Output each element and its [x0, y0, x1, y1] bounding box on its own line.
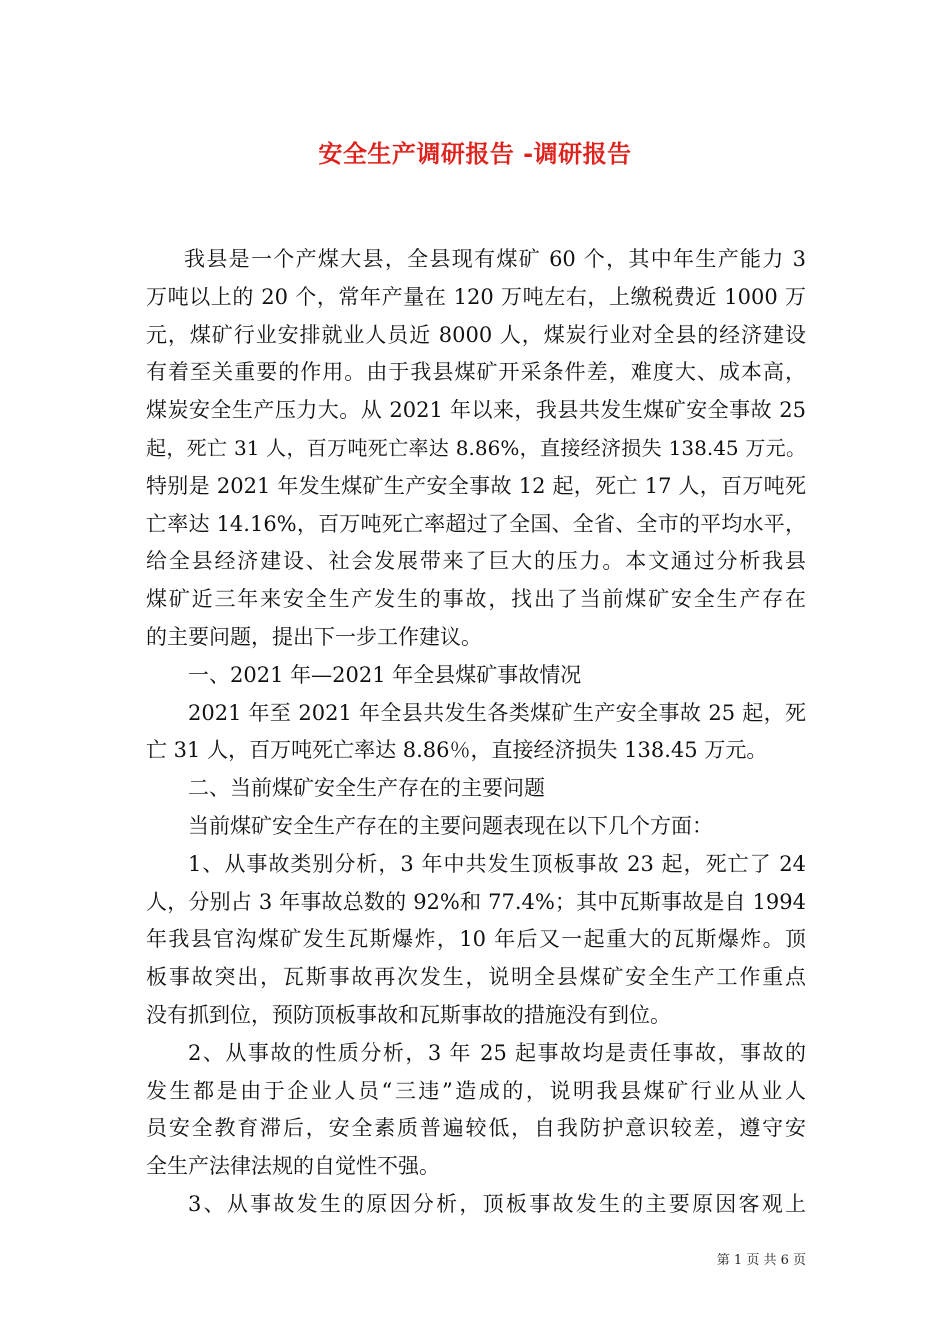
section-heading: 二、当前煤矿安全生产存在的主要问题 [188, 776, 545, 801]
paragraph-line: 板事故突出，瓦斯事故再次发生，说明全县煤矿安全生产工作重点 [146, 965, 806, 990]
paragraph-line: 2、从事故的性质分析，3 年 25 起事故均是责任事故，事故的 [188, 1040, 806, 1065]
paragraph-line: 2021 年至 2021 年全县共发生各类煤矿生产安全事故 25 起，死 [188, 700, 806, 725]
paragraph-line: 给全县经济建设、社会发展带来了巨大的压力。本文通过分析我县 [146, 549, 806, 574]
paragraph-line: 亡 31 人，百万吨死亡率达 8.86％，直接经济损失 138.45 万元。 [146, 738, 768, 763]
paragraph-line: 没有抓到位，预防顶板事故和瓦斯事故的措施没有到位。 [146, 1002, 671, 1027]
paragraph-line: 煤炭安全生产压力大。从 2021 年以来，我县共发生煤矿安全事故 25 [146, 398, 806, 423]
section-heading: 一、2021 年—2021 年全县煤矿事故情况 [188, 662, 582, 687]
paragraph-line: 3、从事故发生的原因分析，顶板事故发生的主要原因客观上 [188, 1191, 806, 1216]
document-body [146, 241, 806, 1224]
document-title: 安全生产调研报告 -调研报告 [318, 140, 632, 168]
paragraph-line: 有着至关重要的作用。由于我县煤矿开采条件差，难度大、成本高， [146, 360, 806, 385]
paragraph-line: 元，煤矿行业安排就业人员近 8000 人，煤炭行业对全县的经济建设 [146, 322, 806, 347]
paragraph-line: 当前煤矿安全生产存在的主要问题表现在以下几个方面： [188, 813, 713, 838]
paragraph-line: 发生都是由于企业人员“三违”造成的，说明我县煤矿行业从业人 [146, 1078, 806, 1103]
paragraph-line: 年我县官沟煤矿发生瓦斯爆炸，10 年后又一起重大的瓦斯爆炸。顶 [146, 927, 806, 952]
paragraph-line: 的主要问题，提出下一步工作建议。 [146, 624, 482, 649]
paragraph-line: 全生产法律法规的自觉性不强。 [146, 1154, 440, 1179]
page-number-footer: 第 1 页 共 6 页 [716, 1253, 806, 1268]
paragraph-line: 1、从事故类别分析，3 年中共发生顶板事故 23 起，死亡了 24 [188, 851, 806, 876]
paragraph-line: 人，分别占 3 年事故总数的 92%和 77.4%；其中瓦斯事故是自 1994 [146, 889, 806, 914]
paragraph-line: 特别是 2021 年发生煤矿生产安全事故 12 起，死亡 17 人，百万吨死 [146, 473, 806, 498]
paragraph-line: 起，死亡 31 人，百万吨死亡率达 8.86%，直接经济损失 138.45 万元。 [146, 435, 806, 460]
paragraph-line: 万吨以上的 20 个，常年产量在 120 万吨左右，上缴税费近 1000 万 [146, 284, 806, 309]
paragraph-line: 我县是一个产煤大县，全县现有煤矿 60 个，其中年生产能力 3 [184, 247, 806, 271]
paragraph-line: 员安全教育滞后，安全素质普遍较低，自我防护意识较差，遵守安 [146, 1116, 806, 1141]
paragraph-line: 煤矿近三年来安全生产发生的事故，找出了当前煤矿安全生产存在 [146, 587, 806, 612]
paragraph-line: 亡率达 14.16%，百万吨死亡率超过了全国、全省、全市的平均水平， [146, 511, 806, 536]
